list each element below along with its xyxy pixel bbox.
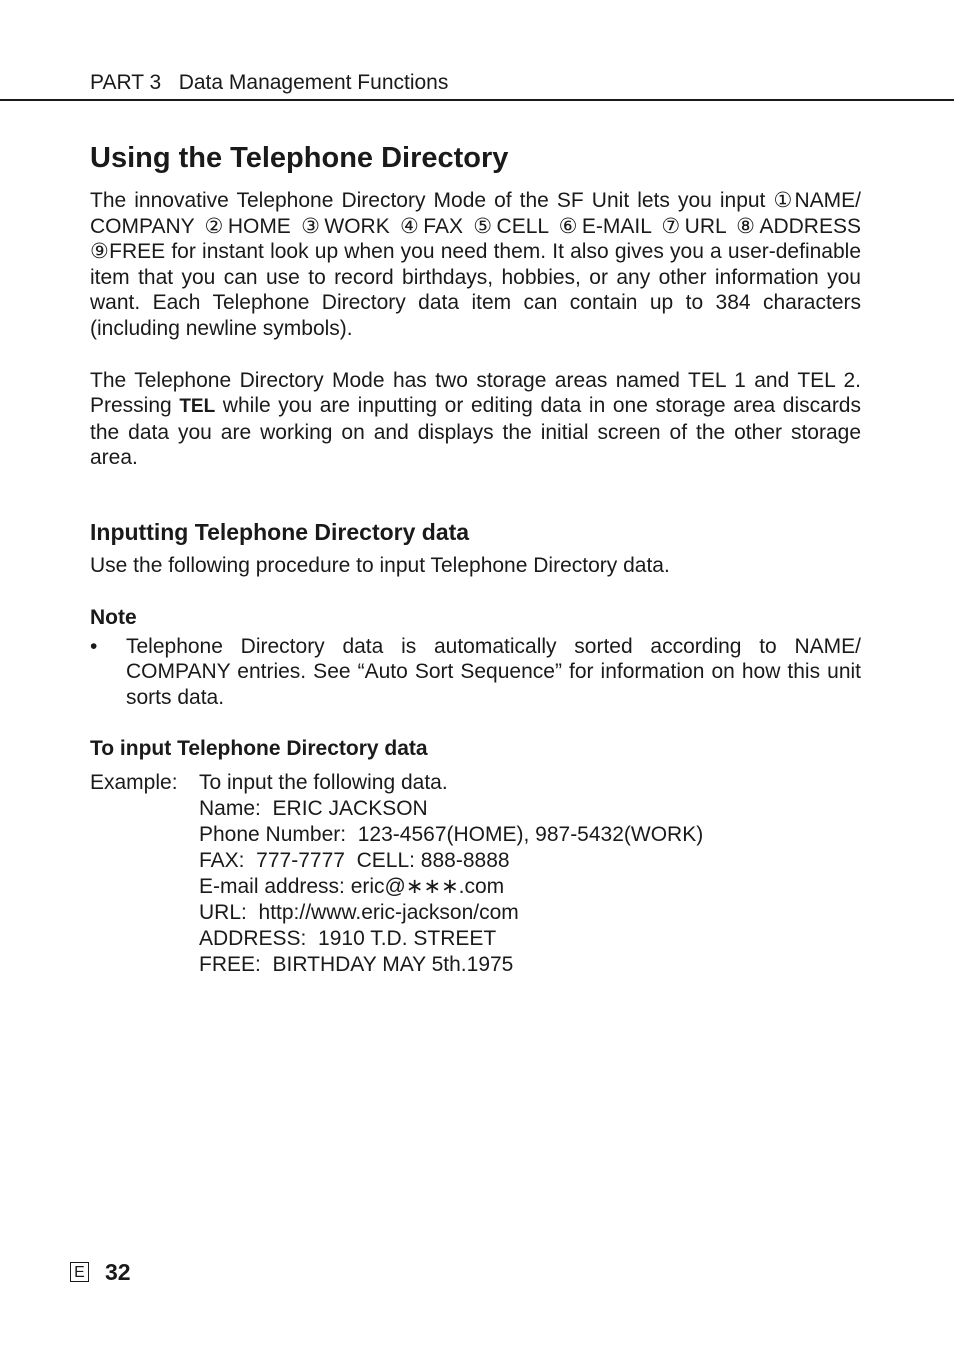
- page-content: [90, 138, 861, 978]
- language-mark: E: [70, 1262, 89, 1282]
- note-text: Telephone Directory data is automatically sorted according to NAME/ COMPANY entries. See “Auto Sort Sequence” for information on how this unit sorts data.: [126, 634, 861, 709]
- subsection-intro: Use the following procedure to input Telephone Directory data.: [90, 553, 670, 577]
- example-lines: [199, 770, 703, 977]
- example-line: Name: ERIC JACKSON: [199, 797, 428, 821]
- example-line: E-mail address: eric@∗∗∗.com: [199, 874, 505, 898]
- page-footer: [70, 1259, 131, 1285]
- example-line: To input the following data.: [199, 771, 448, 795]
- subsection-title: Inputting Telephone Directory data: [90, 518, 470, 545]
- example-block: [90, 770, 861, 977]
- procedure-title: To input Telephone Directory data: [90, 737, 428, 761]
- example-label: Example:: [90, 771, 178, 795]
- storage-text-before: The Telephone Directory Mode has two storage areas named TEL 1 and TEL 2. Pressing: [90, 368, 861, 418]
- note-item: [90, 634, 861, 711]
- example-line: Phone Number: 123-4567(HOME), 987-5432(WORK): [199, 823, 704, 847]
- page-number: 32: [105, 1259, 131, 1285]
- example-line: FREE: BIRTHDAY MAY 5th.1975: [199, 952, 514, 976]
- intro-paragraph: The innovative Telephone Directory Mode of the SF Unit lets you input ①NAME/ COMPANY ②HOME ③WORK ④FAX ⑤CELL ⑥E-MAIL ⑦URL ⑧ADDRESS ⑨FREE for instant look up when you need them. It also gives you a user-definable item that you can use to record birthdays, hobbies, or any other information you want. Each Telephone Directory data item can contain up to 384 characters (including newline symbols).: [90, 189, 861, 340]
- bullet-icon: •: [90, 634, 98, 658]
- tel-key-label: TEL: [179, 396, 216, 418]
- note-heading: Note: [90, 605, 137, 629]
- header-rule: [0, 99, 954, 101]
- section-title: Using the Telephone Directory: [90, 142, 509, 174]
- storage-paragraph: [90, 368, 861, 471]
- example-line: FAX: 777-7777 CELL: 888-8888: [199, 849, 510, 873]
- storage-text-after: while you are inputting or editing data in one storage area discards the data you are working on and displays the initial screen of the other storage area.: [90, 394, 861, 470]
- example-line: ADDRESS: 1910 T.D. STREET: [199, 926, 497, 950]
- running-head: PART 3 Data Management Functions: [90, 71, 449, 94]
- example-line: URL: http://www.eric-jackson/com: [199, 900, 519, 924]
